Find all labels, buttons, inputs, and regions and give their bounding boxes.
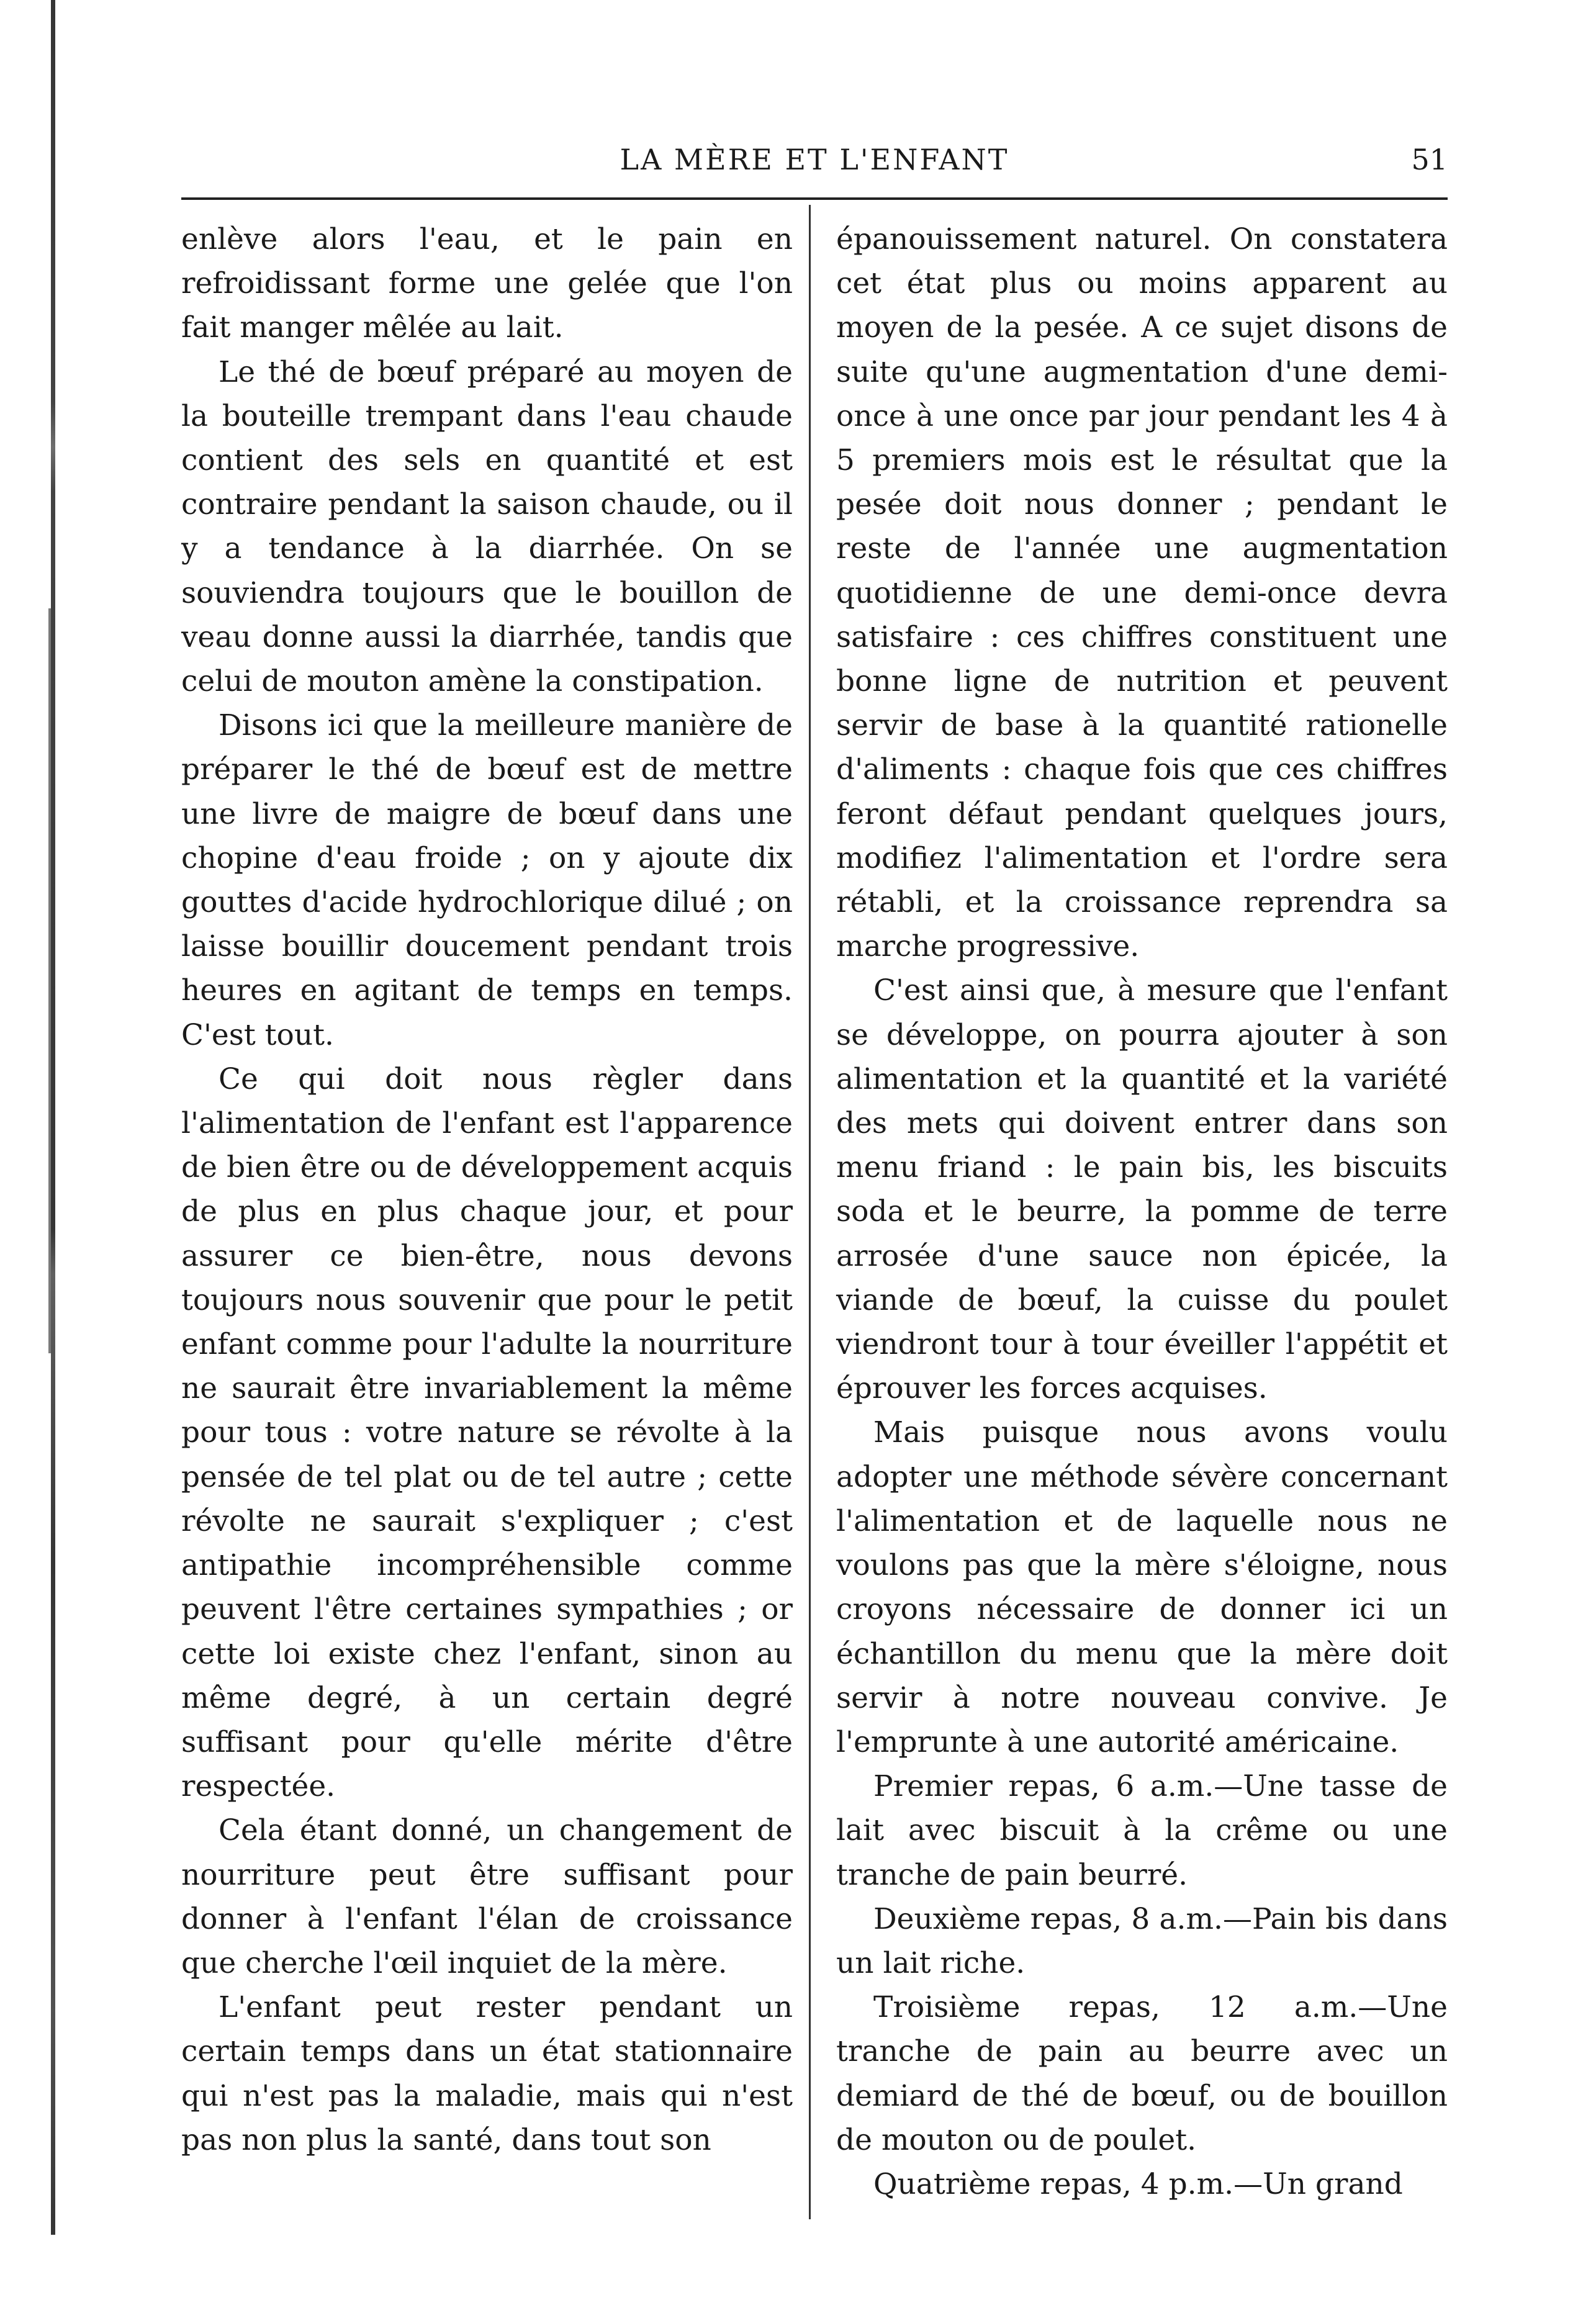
paragraph: Quatrième repas, 4 p.m.—Un grand <box>873 2166 1403 2201</box>
running-title: LA MÈRE ET L'ENFANT <box>620 143 1009 176</box>
paragraph: épanouissement naturel. On constatera cet état plus ou moins apparent au moyen de la pesée. A ce sujet disons de suite qu'une augmentation d'une demi-once à une once par jour pendant les 4 à 5 premiers mois est le résultat que la pesée doit nous donner ; pendant le reste de l'année une augmentation quotidienne de une demi-once devra satisfaire : ces chiffres constituent une bonne ligne de nutrition et peuvent servir de base à la quantité rationelle d'aliments : chaque fois que ces chiffres feront défaut pendant quelques jours, modifiez l'alimentation et l'ordre sera rétabli, et la croissance reprendra sa marche progressive. <box>836 222 1448 964</box>
left-column <box>181 217 793 2162</box>
paragraph: Ce qui doit nous règler dans l'alimentation de l'enfant est l'apparence de bien être ou de développement acquis de plus en plus chaque jour, et pour assurer ce bien-être, nous devons toujours nous souvenir que pour le petit enfant comme pour l'adulte la nourriture ne saurait être invariablement la même pour tous : votre nature se révolte à la pensée de tel plat ou de tel autre ; cette révolte ne saurait s'expliquer ; c'est antipathie incompréhensible comme peuvent l'être certaines sympathies ; or cette loi existe chez l'enfant, sinon au même degré, à un certain degré suffisant pour qu'elle mérite d'être respectée. <box>181 1062 793 1804</box>
page-number: 51 <box>1411 143 1448 176</box>
paragraph: Troisième repas, 12 a.m.—Une tranche de pain au beurre avec un demiard de thé de bœuf, ou de bouillon de mouton ou de poulet. <box>836 1990 1448 2157</box>
paragraph: Le thé de bœuf préparé au moyen de la bouteille trempant dans l'eau chaude contient des sels en quantité et est contraire pendant la saison chaude, ou il y a tendance à la diarrhée. On se souviendra toujours que le bouillon de veau donne aussi la diarrhée, tandis que celui de mouton amène la constipation. <box>181 354 793 699</box>
paragraph: enlève alors l'eau, et le pain en refroidissant forme une gelée que l'on fait manger mêlée au lait. <box>181 222 793 345</box>
paragraph: Mais puisque nous avons voulu adopter une méthode sévère concernant l'alimentation et de laquelle nous ne voulons pas que la mère s'éloigne, nous croyons nécessaire de donner ici un échantillon du menu que la mère doit servir à notre nouveau convive. Je l'emprunte à une autorité américaine. <box>836 1415 1448 1759</box>
paragraph: Cela étant donné, un changement de nourriture peut être suffisant pour donner à l'enfant l'élan de croissance que cherche l'œil inquiet de la mère. <box>181 1813 793 1980</box>
right-column <box>836 217 1448 2206</box>
page-binding-shadow <box>48 608 51 1353</box>
paragraph: Disons ici que la meilleure manière de préparer le thé de bœuf est de mettre une livre de maigre de bœuf dans une chopine d'eau froide ; on y ajoute dix gouttes d'acide hydrochlorique dilué ; on laisse bouillir doucement pendant trois heures en agitant de temps en temps. C'est tout. <box>181 708 793 1052</box>
paragraph: Premier repas, 6 a.m.—Une tasse de lait avec biscuit à la crême ou une tranche de pain beurré. <box>836 1769 1448 1892</box>
column-divider <box>809 205 811 2219</box>
header-rule <box>181 197 1448 200</box>
paragraph: Deuxième repas, 8 a.m.—Pain bis dans un lait riche. <box>836 1901 1448 1980</box>
page-binding-edge <box>51 0 55 2235</box>
paragraph: C'est ainsi que, à mesure que l'enfant se développe, on pourra ajouter à son alimentation et la quantité et la variété des mets qui doivent entrer dans son menu friand : le pain bis, les biscuits soda et le beurre, la pomme de terre arrosée d'une sauce non épicée, la viande de bœuf, la cuisse du poulet viendront tour à tour éveiller l'appétit et éprouver les forces acquises. <box>836 973 1448 1406</box>
running-head <box>181 143 1448 186</box>
paragraph: L'enfant peut rester pendant un certain temps dans un état stationnaire qui n'est pas la maladie, mais qui n'est pas non plus la santé, dans tout son <box>181 1990 793 2157</box>
